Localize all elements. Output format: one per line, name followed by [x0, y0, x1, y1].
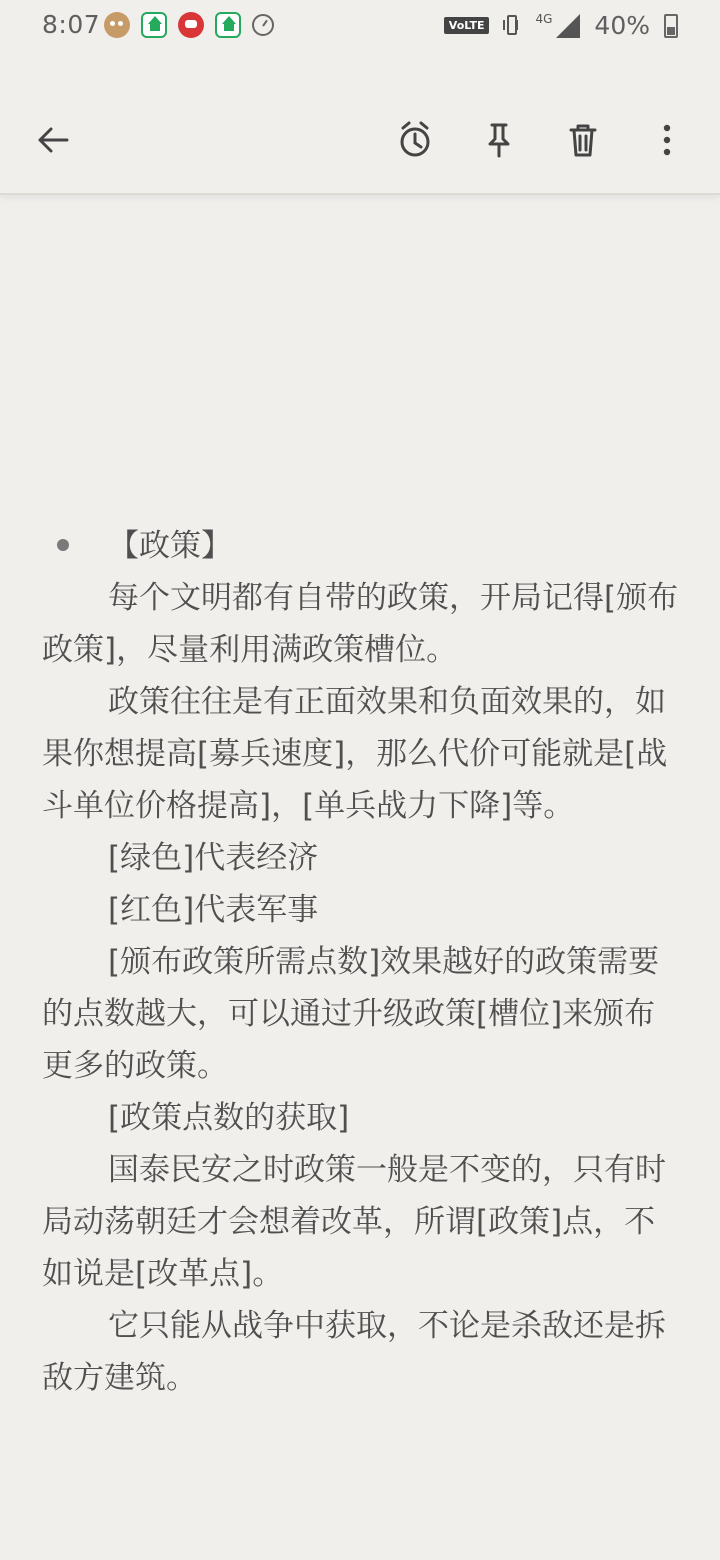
note-heading-line: [42, 520, 682, 572]
note-paragraph: 政策往往是有正面效果和负面效果的，如果你想提高[募兵速度]，那么代价可能就是[战斗单位价格提高]，[单兵战力下降]等。: [42, 684, 668, 824]
note-paragraph: 它只能从战争中获取，不论是杀敌还是拆敌方建筑。: [42, 1308, 666, 1396]
trash-icon[interactable]: [559, 116, 607, 164]
note-paragraph: [红色]代表军事: [108, 892, 319, 928]
note-content[interactable]: [42, 520, 682, 1404]
more-vert-icon[interactable]: [643, 116, 691, 164]
battery-percent: 40%: [594, 11, 650, 40]
red-app-icon: [178, 12, 204, 38]
back-arrow-icon[interactable]: [29, 116, 77, 164]
volte-badge: VoLTE: [444, 17, 490, 34]
house-app-icon: [141, 12, 167, 38]
battery-icon: [664, 14, 678, 38]
status-time: 8:07: [42, 10, 101, 39]
vibrate-icon: [503, 15, 521, 37]
note-heading: 【政策】: [108, 528, 232, 564]
notification-icons: [104, 12, 274, 38]
status-right: [444, 11, 678, 40]
bullet-dot-icon: [57, 539, 69, 551]
timer-icon: [252, 14, 274, 36]
pin-icon[interactable]: [475, 116, 523, 164]
alarm-clock-icon[interactable]: [391, 116, 439, 164]
note-paragraph: [绿色]代表经济: [108, 840, 319, 876]
house-app-icon: [215, 12, 241, 38]
status-bar: [0, 0, 720, 56]
note-paragraph: 国泰民安之时政策一般是不变的，只有时局动荡朝廷才会想着改革，所谓[政策]点，不如说是[改革点]。: [42, 1152, 666, 1292]
note-paragraph: 每个文明都有自带的政策，开局记得[颁布政策]，尽量利用满政策槽位。: [42, 580, 679, 668]
network-label: 4G: [535, 11, 553, 26]
monkey-app-icon: [104, 12, 130, 38]
note-toolbar: [0, 56, 720, 195]
note-paragraph: [颁布政策所需点数]效果越好的政策需要的点数越大，可以通过升级政策[槽位]来颁布更多的政策。: [42, 944, 660, 1084]
signal-icon: [556, 14, 580, 38]
note-paragraph: [政策点数的获取]: [108, 1100, 350, 1136]
